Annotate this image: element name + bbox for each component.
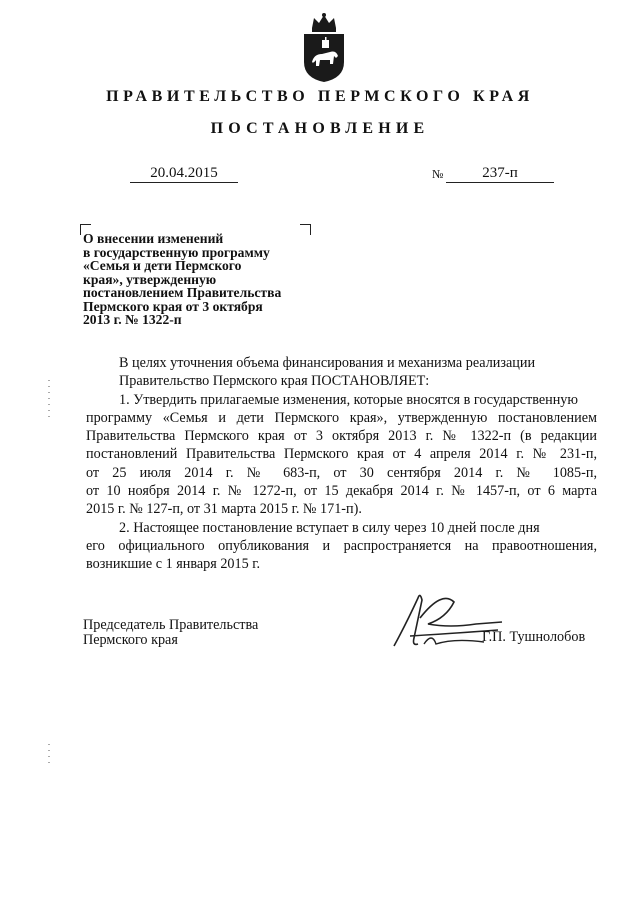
body-line: 2015 г. № 127-п, от 31 марта 2015 г. № 171-п).	[86, 501, 362, 518]
subject-line: О внесении изменений	[83, 231, 224, 246]
subject-line: постановлением Правительства	[83, 285, 282, 300]
subject-line: 2013 г. № 1322-п	[83, 312, 182, 327]
body-line: Правительства Пермского края от 3 октября 2013 г. № 1322-п (в редакции	[86, 428, 597, 445]
body-line: программу «Семья и дети Пермского края», утвержденную постановлением	[86, 409, 597, 426]
document-type: ПОСТАНОВЛЕНИЕ	[210, 120, 430, 137]
scan-margin-mark	[48, 744, 50, 764]
body-line: В целях уточнения объема финансирования и механизма реализации	[119, 355, 536, 371]
subject-line: в государственную программу	[83, 244, 270, 260]
document-date: 20.04.2015	[130, 164, 238, 183]
scan-margin-mark	[48, 380, 50, 420]
body-line: от 10 ноября 2014 г. № 1272-п, от 15 декабря 2014 г. № 1457-п, от 6 марта	[86, 483, 597, 500]
signer-position-line1: Председатель Правительства	[83, 617, 259, 633]
body-line: возникшие с 1 января 2015 г.	[86, 556, 261, 573]
signer-position-line2: Пермского края	[83, 632, 178, 648]
subject-line: Пермского края от 3 октября	[83, 298, 263, 314]
subject-line: края», утвержденную	[83, 271, 217, 287]
government-title: ПРАВИТЕЛЬСТВО ПЕРМСКОГО КРАЯ	[106, 88, 534, 105]
number-sign: №	[432, 167, 444, 181]
body-line: 2. Настоящее постановление вступает в силу через 10 дней после дня	[119, 519, 540, 536]
body-line: постановлений Правительства Пермского края от 4 апреля 2014 г. № 231-п,	[86, 446, 597, 463]
document-body	[86, 354, 597, 574]
coat-of-arms-emblem	[300, 12, 348, 84]
subject-line: «Семья и дети Пермского	[83, 258, 242, 273]
body-line: 1. Утвердить прилагаемые изменения, которые вносятся в государственную	[119, 391, 578, 408]
body-line: от 25 июля 2014 г. № 683-п, от 30 сентября 2014 г. № 1085-п,	[86, 464, 597, 481]
body-line: Правительство Пермского края ПОСТАНОВЛЯЕТ:	[119, 373, 430, 390]
document-number: 237-п	[446, 164, 554, 183]
body-line: его официального опубликования и распространяется на правоотношения,	[86, 537, 597, 554]
signer-name: Г.П. Тушнолобов	[482, 629, 586, 645]
document-subject	[83, 232, 313, 327]
